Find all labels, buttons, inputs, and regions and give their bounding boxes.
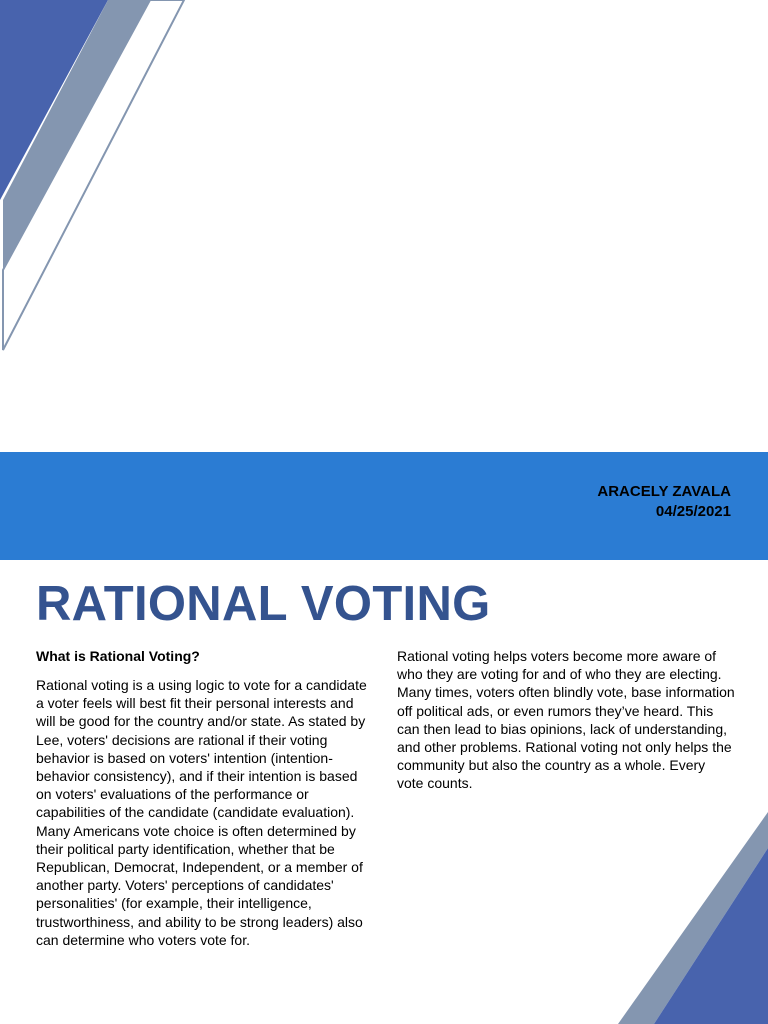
section-heading: What is Rational Voting? bbox=[36, 648, 200, 664]
author-block bbox=[597, 482, 731, 522]
right-body-paragraph: Rational voting helps voters become more aware of who they are voting for and of who they are electing. Many times, voters often blindly vote, base information off political ads, or even rumors they’ve heard. This can then lead to bias opinions, lack of understanding, and other problems. Rational voting not only helps the community but also the country as a whole. Every vote counts. bbox=[397, 648, 735, 792]
right-column bbox=[397, 647, 735, 793]
author-name: ARACELY ZAVALA bbox=[597, 483, 731, 500]
page-title: RATIONAL VOTING bbox=[36, 577, 491, 631]
left-column bbox=[36, 647, 368, 949]
header-banner bbox=[0, 452, 768, 560]
document-date: 04/25/2021 bbox=[655, 503, 731, 520]
left-body-paragraph: Rational voting is a using logic to vote for a candidate a voter feels will best fit their personal interests and will be good for the country and/or state. As stated by Lee, voters' decisions are rational if their voting behavior is based on voters' intention (intention-behavior consistency), and if their intention is based on voters' evaluations of the performance or capabilities of the candidate (candidate evaluation). Many Americans vote choice is often determined by their political party identification, whether that be Republican, Democrat, Independent, or a member of another party. Voters' perceptions of candidates' personalities' (for example, their intelligence, trustworthiness, and ability to be strong leaders) also can determine who voters vote for. bbox=[36, 677, 367, 948]
